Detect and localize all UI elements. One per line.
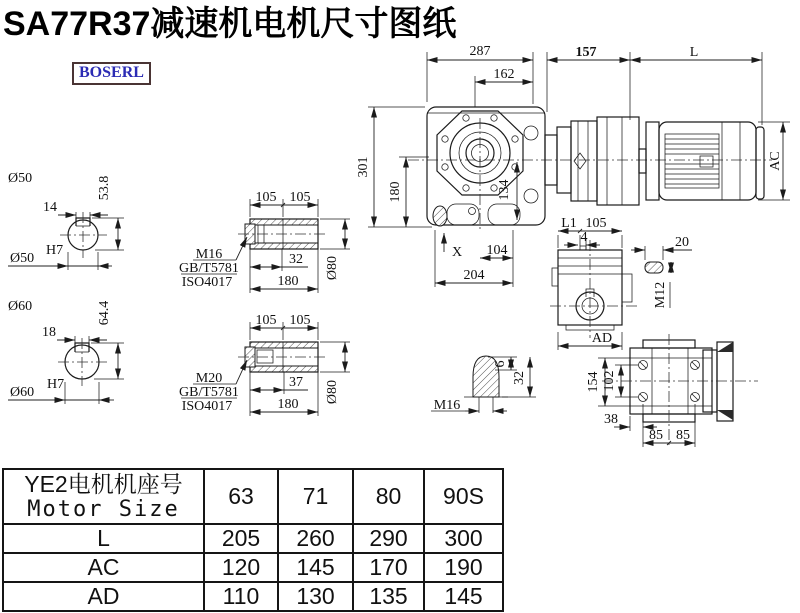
dim-X: X [452, 245, 463, 260]
dim-key18: 18 [42, 325, 56, 340]
label-bore50-tol: H7 [46, 243, 64, 258]
cell-AD-80: 135 [353, 582, 424, 611]
dim-AD: AD [591, 331, 613, 346]
dim-134: 134 [497, 179, 512, 201]
label-bolt-m16: M16 [195, 247, 223, 262]
cell-L-71: 260 [278, 524, 353, 553]
dim-154: 154 [586, 371, 601, 393]
dim-301: 301 [356, 156, 371, 178]
dim-M12: M12 [653, 281, 668, 309]
dim-105b: 105 [289, 190, 311, 205]
table-header-row [3, 469, 503, 524]
page-title: SA77R37减速机电机尺寸图纸 [3, 5, 457, 43]
cell-AD-71: 130 [278, 582, 353, 611]
shaft-section-60 [8, 299, 124, 404]
dim-287: 287 [469, 44, 491, 59]
col-71: 71 [278, 469, 353, 524]
dim-key14: 14 [43, 200, 57, 215]
dim-38: 38 [604, 412, 618, 427]
label-dia60: Ø60 [8, 299, 33, 314]
top-view [550, 216, 692, 350]
cell-AC-63: 120 [204, 553, 278, 582]
label-bore60: Ø60 [10, 385, 35, 400]
dim-180: 180 [388, 181, 403, 203]
dim-180b: 180 [277, 397, 299, 412]
plug-detail [431, 356, 536, 413]
shaft-section-50 [8, 171, 124, 270]
dim-85a: 85 [649, 428, 663, 443]
header-cn: YE2电机机座号 [24, 470, 183, 497]
dim-105c: 105 [255, 313, 277, 328]
dim-64.4: 64.4 [97, 300, 112, 326]
label-plug-m16: M16 [433, 398, 461, 413]
cell-L-80: 290 [353, 524, 424, 553]
dim-105d: 105 [289, 313, 311, 328]
dim-od80a: Ø80 [325, 255, 340, 281]
dim-L1: L1 [561, 216, 577, 231]
dim-20: 20 [675, 235, 689, 250]
label-std1a: GB/T5781 [179, 261, 239, 276]
col-63: 63 [204, 469, 278, 524]
label-bore50: Ø50 [10, 251, 35, 266]
dim-od80b: Ø80 [325, 379, 340, 405]
table-row-AD [3, 582, 503, 611]
dim-180a: 180 [277, 274, 299, 289]
cell-L-90s: 300 [424, 524, 503, 553]
table-row-L [3, 524, 503, 553]
header-en: Motor Size [27, 497, 180, 523]
motor-size-table [2, 468, 504, 612]
dim-4: 4 [580, 230, 588, 245]
row-label-L: L [3, 524, 204, 553]
label-std2a: ISO4017 [181, 275, 233, 290]
dim-6: 6 [493, 360, 508, 368]
row-label-AC: AC [3, 553, 204, 582]
cell-L-63: 205 [204, 524, 278, 553]
table-row-AC [3, 553, 503, 582]
side-view [586, 334, 758, 448]
brand-logo: BOSERL [72, 62, 151, 85]
cell-AC-90s: 190 [424, 553, 503, 582]
dim-105e: 105 [585, 216, 607, 231]
dim-37: 37 [289, 375, 303, 390]
cell-AD-90s: 145 [424, 582, 503, 611]
header-motor-size [3, 469, 204, 524]
bushing-detail-2 [179, 313, 350, 416]
dim-204: 204 [463, 268, 485, 283]
dim-32: 32 [289, 252, 303, 267]
dim-157: 157 [575, 45, 597, 60]
label-dia50: Ø50 [8, 171, 33, 186]
dim-L: L [689, 45, 699, 60]
label-std2b: ISO4017 [181, 399, 233, 414]
dim-85b: 85 [676, 428, 690, 443]
label-std1b: GB/T5781 [179, 385, 239, 400]
cell-AC-71: 145 [278, 553, 353, 582]
row-label-AD: AD [3, 582, 204, 611]
label-bore60-tol: H7 [47, 377, 65, 392]
dim-162: 162 [493, 67, 515, 82]
dim-104: 104 [486, 243, 508, 258]
col-80: 80 [353, 469, 424, 524]
cell-AC-80: 170 [353, 553, 424, 582]
dim-102: 102 [602, 370, 617, 392]
dim-AC: AC [768, 151, 783, 171]
dim-53.8: 53.8 [97, 175, 112, 201]
col-90s: 90S [424, 469, 503, 524]
label-bolt-m20: M20 [195, 371, 223, 386]
dim-105a: 105 [255, 190, 277, 205]
cell-AD-63: 110 [204, 582, 278, 611]
bushing-detail-1 [179, 190, 350, 293]
dim-32b: 32 [512, 371, 527, 385]
